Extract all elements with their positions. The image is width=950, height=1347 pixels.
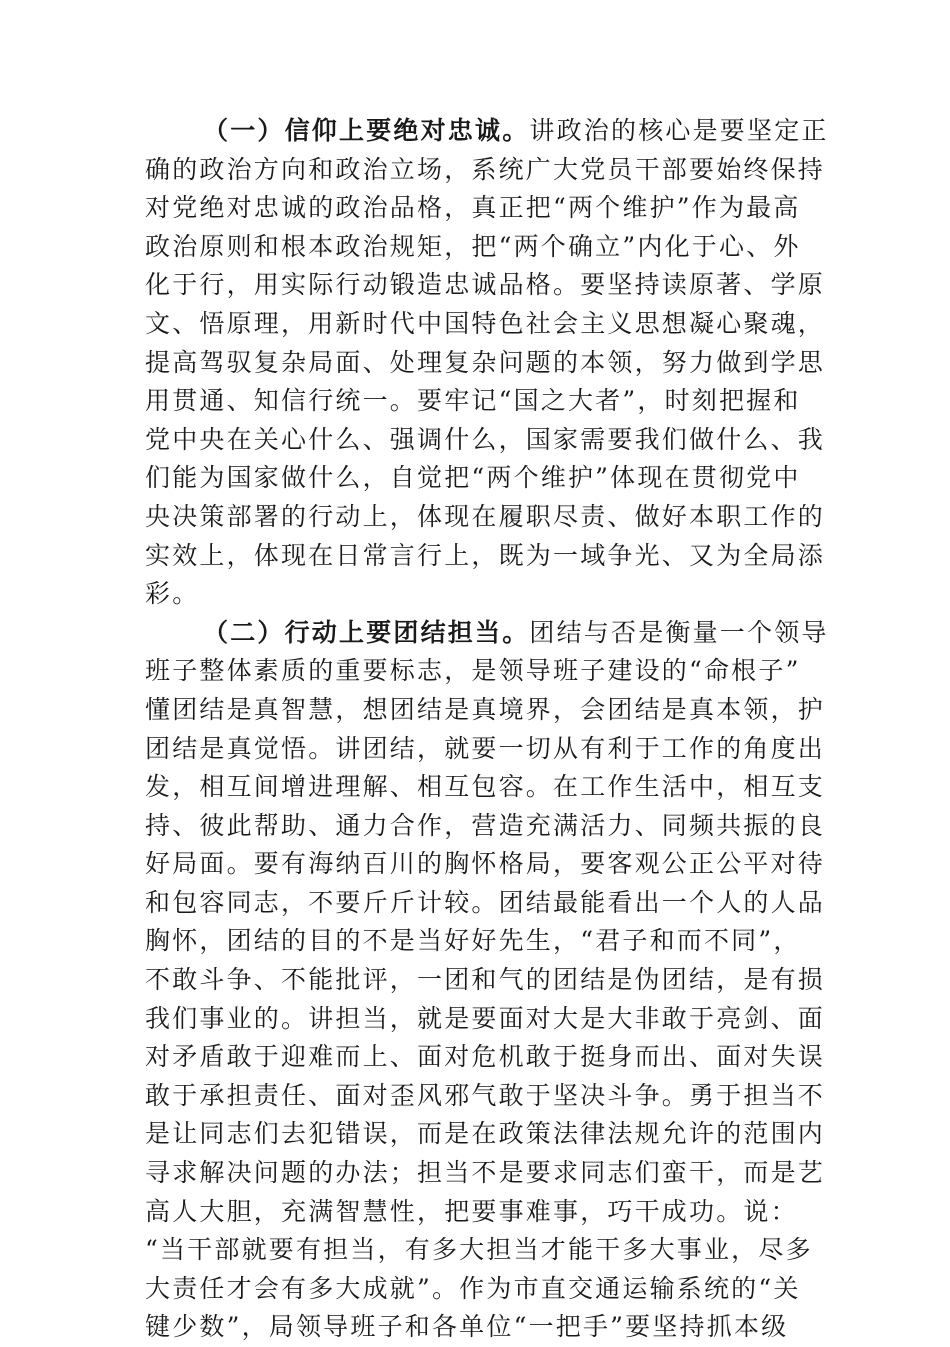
text-line: 胸怀，团结的目的不是当好好先生，“君子和而不同”，: [145, 926, 801, 956]
section-heading: （二）行动上要团结担当。: [203, 617, 530, 647]
text-line: 大责任才会有多大成就”。作为市直交通运输系统的“关: [145, 1273, 801, 1303]
paragraph-unity-responsibility: [145, 614, 829, 1347]
text-line: 和包容同志，不要斤斤计较。团结最能看出一个人的人品: [145, 887, 826, 917]
text-line: 不敢斗争、不能批评，一团和气的团结是伪团结，是有损: [145, 965, 826, 995]
text-line: 班子整体素质的重要标志，是领导班子建设的“命根子”: [145, 656, 801, 686]
body-text: 团结与否是衡量一个领导: [529, 617, 829, 647]
text-line: 寻求解决问题的办法；担当不是要求同志们蛮干，而是艺: [145, 1158, 826, 1188]
text-line: 团结是真觉悟。讲团结，就要一切从有利于工作的角度出: [145, 733, 826, 763]
text-line: 彩。: [145, 579, 200, 609]
paragraph-first-line: [145, 614, 829, 653]
body-text: 讲政治的核心是要坚定正: [529, 116, 829, 145]
text-line: 政治原则和根本政治规矩，把“两个确立”内化于心、外: [145, 231, 801, 261]
text-line: 我们事业的。讲担当，就是要面对大是大非敢于亮剑、面: [145, 1003, 826, 1033]
paragraph-faith-loyalty: [145, 112, 829, 614]
text-line: 党中央在关心什么、强调什么，国家需要我们做什么、我: [145, 424, 826, 454]
text-line: 对党绝对忠诚的政治品格，真正把“两个维护”作为最高: [145, 193, 801, 223]
text-line: 提高驾驭复杂局面、处理复杂问题的本领，努力做到学思: [145, 347, 826, 377]
section-heading: （一）信仰上要绝对忠诚。: [203, 116, 530, 145]
text-line: 敢于承担责任、面对歪风邪气敢于坚决斗争。勇于担当不: [145, 1080, 826, 1110]
text-line: 发，相互间增进理解、相互包容。在工作生活中，相互支: [145, 772, 826, 802]
text-line: “当干部就要有担当，有多大担当才能干多大事业，尽多: [145, 1235, 813, 1265]
paragraph-first-line: [145, 112, 829, 151]
text-line: 央决策部署的行动上，体现在履职尽责、做好本职工作的: [145, 501, 826, 531]
text-line: 用贯通、知信行统一。要牢记“国之大者”，时刻把握和: [145, 386, 801, 416]
text-line: 确的政治方向和政治立场，系统广大党员干部要始终保持: [145, 154, 826, 184]
text-line: 键少数”，局领导班子和各单位“一把手”要坚持抓本级: [145, 1312, 789, 1342]
text-line: 化于行，用实际行动锻造忠诚品格。要坚持读原著、学原: [145, 270, 826, 300]
text-line: 是让同志们去犯错误，而是在政策法律法规允许的范围内: [145, 1119, 826, 1149]
text-line: 高人大胆，充满智慧性，把要事难事，巧干成功。说：: [145, 1196, 798, 1226]
text-line: 对矛盾敢于迎难而上、面对危机敢于挺身而出、面对失误: [145, 1042, 826, 1072]
text-line: 懂团结是真智慧，想团结是真境界，会团结是真本领，护: [145, 694, 826, 724]
document-body: [145, 112, 829, 1347]
text-line: 持、彼此帮助、通力合作，营造充满活力、同频共振的良: [145, 810, 826, 840]
text-line: 实效上，体现在日常言行上，既为一域争光、又为全局添: [145, 540, 826, 570]
text-line: 文、悟原理，用新时代中国特色社会主义思想凝心聚魂，: [145, 308, 826, 338]
text-line: 们能为国家做什么，自觉把“两个维护”体现在贯彻党中: [145, 463, 801, 493]
text-line: 好局面。要有海纳百川的胸怀格局，要客观公正公平对待: [145, 849, 826, 879]
